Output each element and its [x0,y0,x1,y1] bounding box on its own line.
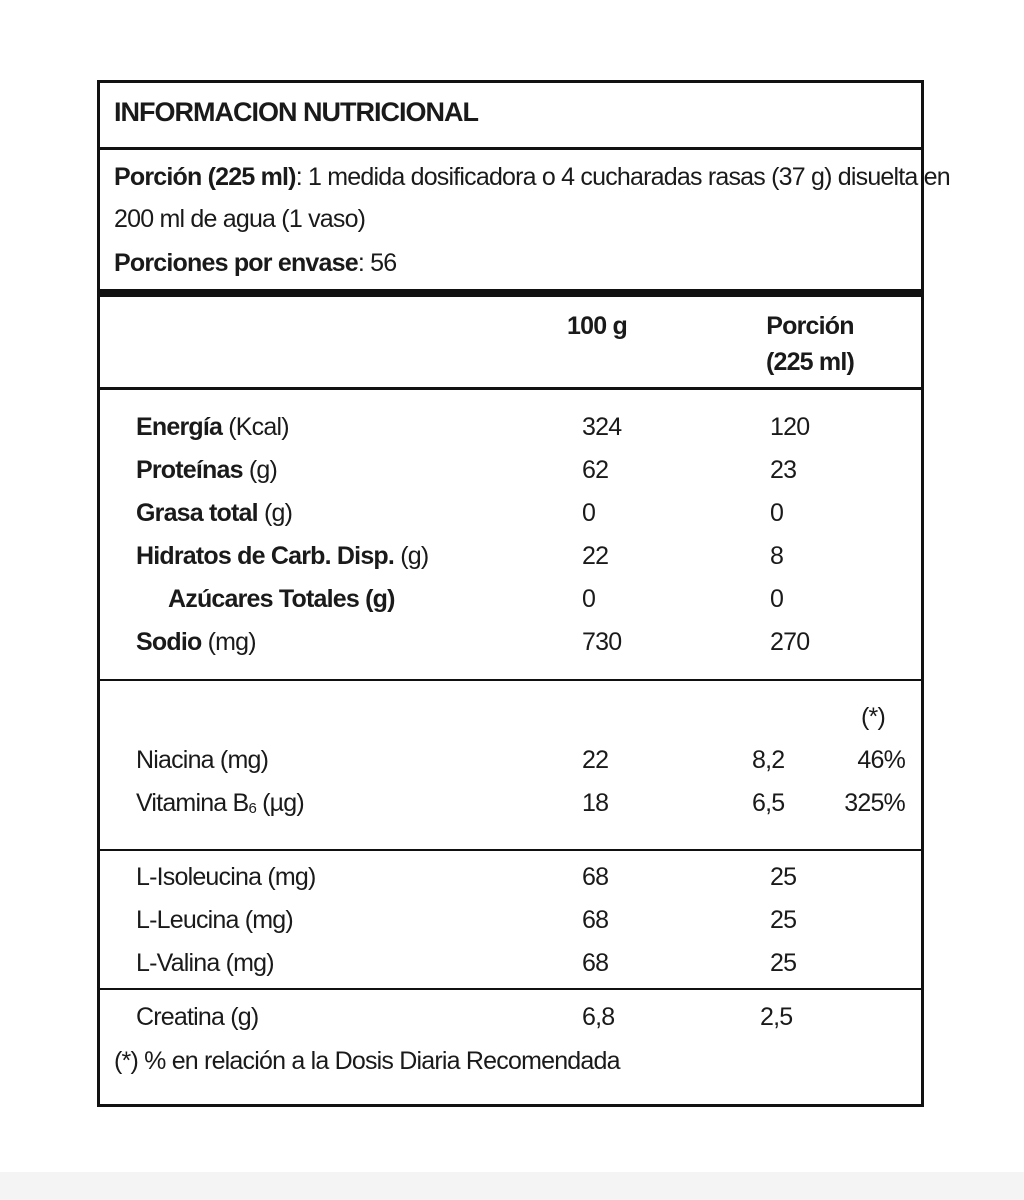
vitamin-name: Niacina (mg) [136,746,269,774]
value-portion: 25 [770,949,797,977]
value-100g: 68 [582,906,609,934]
nutrient-unit: (g) [257,499,293,527]
divider-thick [100,289,921,297]
value-portion: 23 [770,456,797,484]
amino-name: L-Isoleucina (mg) [136,863,316,891]
nutrient-unit: (g) [242,456,278,484]
value-portion: 120 [770,413,810,441]
portions-per-container [114,249,396,278]
footnote: (*) % en relación a la Dosis Diaria Recomendada [114,1047,620,1075]
amino-row-isoleucine [100,863,921,905]
vitamin-name-prefix: Vitamina B [136,789,249,817]
creatine-name: Creatina (g) [136,1003,259,1031]
amino-row-leucine [100,906,921,948]
value-100g: 730 [582,628,622,656]
portion-label: Porción (225 ml) [114,163,296,191]
amino-row-valine [100,949,921,991]
portion-text-1: : 1 medida dosificadora o 4 cucharadas rasas (37 g) disuelta en [295,163,950,191]
nutrient-name: Proteínas [136,456,243,484]
nutrient-unit: (Kcal) [222,413,289,441]
value-100g: 22 [582,746,609,774]
divider-amino [100,988,921,990]
per-container-label: Porciones por envase [114,249,358,277]
nutrient-row-fat [100,499,921,541]
nutrition-facts-table [97,80,950,1107]
value-portion: 2,5 [760,1003,793,1031]
nutrient-row-carbs [100,542,921,584]
vitamin-row-b6 [100,789,921,831]
vitamin-name-unit: (µg) [255,789,304,817]
value-100g: 18 [582,789,609,817]
column-header-portion [740,305,880,383]
nutrient-row-sugars [100,585,921,627]
vitamins-marker-row [100,703,921,745]
nutrient-row-energy [100,413,921,455]
table-title: INFORMACION NUTRICIONAL [114,97,478,127]
value-100g: 68 [582,863,609,891]
divider-vitamins [100,849,921,851]
daily-value-percent: 325% [844,789,905,817]
column-header-portion-line1: Porción [766,312,854,340]
value-100g: 68 [582,949,609,977]
divider-header [100,387,921,390]
value-portion: 0 [770,585,784,613]
divider-nutrients [100,679,921,681]
vitamin-name [136,789,304,818]
value-100g: 0 [582,585,596,613]
value-100g: 62 [582,456,609,484]
value-100g: 0 [582,499,596,527]
value-portion: 270 [770,628,810,656]
per-container-value: : 56 [357,249,397,277]
value-100g: 6,8 [582,1003,615,1031]
vitamin-name-subscript: 6 [248,800,256,817]
column-header-100g: 100 g [567,312,627,340]
daily-value-marker: (*) [861,703,885,731]
value-portion: 8 [770,542,784,570]
value-portion: 25 [770,863,797,891]
vitamin-row-niacin [100,746,921,788]
portion-text-2: 200 ml de agua (1 vaso) [114,205,366,233]
value-portion: 25 [770,906,797,934]
divider-title [100,147,921,150]
nutrient-unit: (mg) [201,628,256,656]
nutrient-name: Sodio [136,628,202,656]
daily-value-percent: 46% [857,746,905,774]
nutrient-name: Energía [136,413,223,441]
value-portion: 0 [770,499,784,527]
nutrient-row-sodium [100,628,921,670]
creatine-row [100,1003,921,1045]
value-portion: 6,5 [752,789,785,817]
nutrient-name: Grasa total [136,499,258,527]
nutrient-row-protein [100,456,921,498]
portion-line-2 [114,205,365,234]
nutrient-name: Hidratos de Carb. Disp. [136,542,395,570]
nutrient-unit: (g) [394,542,429,570]
value-100g: 324 [582,413,622,441]
column-header-portion-line2: (225 ml) [765,348,855,376]
amino-name: L-Valina (mg) [136,949,274,977]
page-bottom-strip [0,1172,1024,1200]
nutrient-name: Azúcares Totales (g) [168,585,395,613]
portion-line-1 [114,163,950,192]
value-100g: 22 [582,542,609,570]
amino-name: L-Leucina (mg) [136,906,293,934]
value-portion: 8,2 [752,746,785,774]
